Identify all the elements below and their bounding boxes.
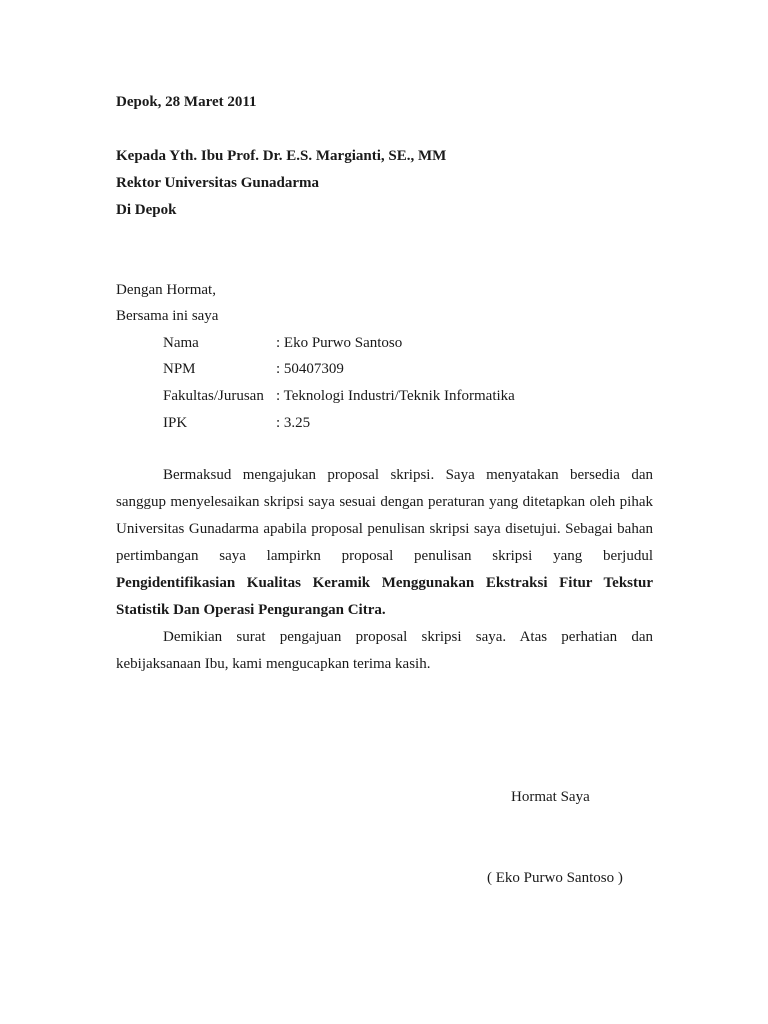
closing-paragraph: Demikian surat pengajuan proposal skripsi saya. Atas perhatian dan kebijaksanaan Ibu, kami mengucapkan terima kasih. bbox=[116, 629, 653, 672]
intro-line: Bersama ini saya bbox=[116, 308, 219, 324]
identity-label-faculty: Fakultas/Jurusan bbox=[163, 388, 264, 404]
body-paragraph bbox=[116, 462, 653, 624]
salutation: Dengan Hormat, bbox=[116, 282, 216, 298]
identity-value-npm: : 50407309 bbox=[276, 361, 344, 377]
identity-label-npm: NPM bbox=[163, 361, 196, 377]
recipient-line-3: Di Depok bbox=[116, 202, 177, 218]
letter-date: Depok, 28 Maret 2011 bbox=[116, 94, 257, 110]
identity-value-faculty: : Teknologi Industri/Teknik Informatika bbox=[276, 388, 515, 404]
signature-name: ( Eko Purwo Santoso ) bbox=[487, 870, 623, 886]
closing-phrase: Hormat Saya bbox=[511, 789, 590, 805]
identity-value-gpa: : 3.25 bbox=[276, 415, 311, 431]
body-paragraph-text: Bermaksud mengajukan proposal skripsi. Saya menyatakan bersedia dan sanggup menyelesaikan skripsi saya sesuai dengan peraturan yang ditetapkan oleh pihak Universitas Gunadarma apabila proposal penulisan skripsi saya disetujui. Sebagai bahan pertimbangan saya lampirkn proposal penulisan skripsi yang berjudul bbox=[116, 467, 653, 564]
recipient-line-1: Kepada Yth. Ibu Prof. Dr. E.S. Margianti, SE., MM bbox=[116, 148, 447, 164]
recipient-line-2: Rektor Universitas Gunadarma bbox=[116, 175, 320, 191]
identity-value-name: : Eko Purwo Santoso bbox=[276, 335, 403, 351]
identity-label-name: Nama bbox=[163, 335, 199, 351]
identity-label-gpa: IPK bbox=[163, 415, 188, 431]
thesis-title: Pengidentifikasian Kualitas Keramik Menggunakan Ekstraksi Fitur Tekstur Statistik Dan Operasi Pengurangan Citra. bbox=[116, 575, 653, 618]
